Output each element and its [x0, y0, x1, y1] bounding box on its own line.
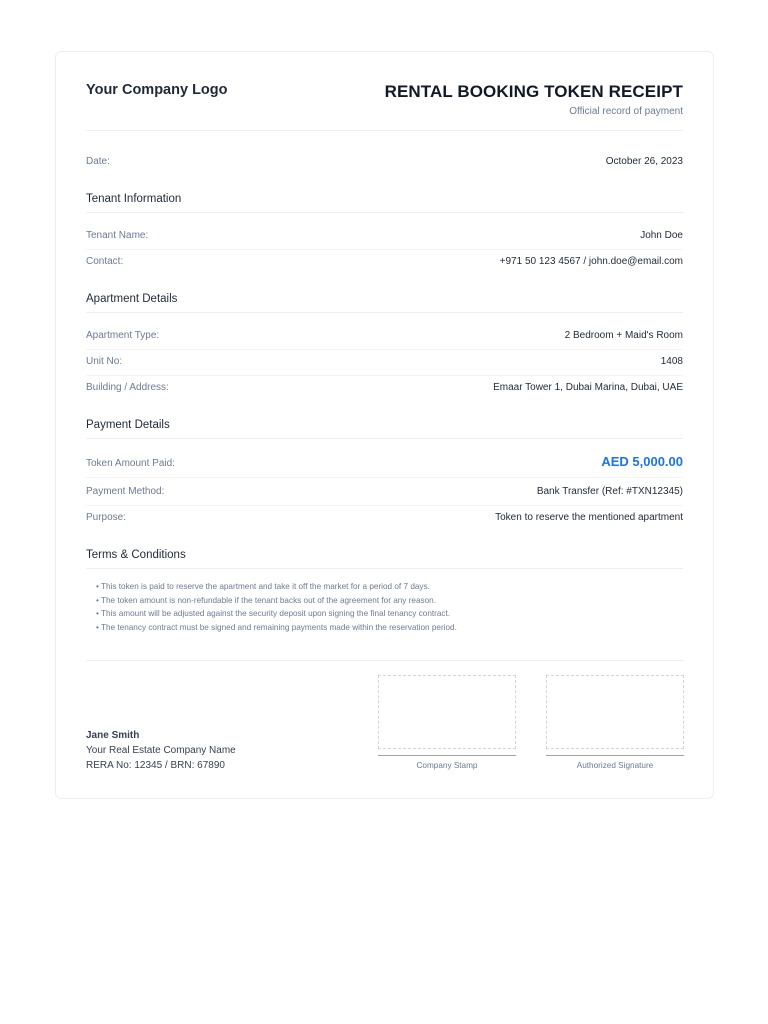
terms-item: • This amount will be adjusted against the security deposit upon signing the final tenancy contract. [96, 609, 451, 619]
date-row [86, 150, 683, 176]
authorized-signature-caption: Authorized Signature [576, 761, 654, 770]
signature-divider [86, 660, 683, 661]
payment-method-label: Payment Method: [86, 486, 165, 497]
tenant-contact-label: Contact: [86, 256, 124, 267]
payment-method-value: Bank Transfer (Ref: #TXN12345) [536, 486, 683, 497]
authorized-signature-line [546, 755, 684, 756]
terms-list [96, 580, 457, 634]
purpose-value: Token to reserve the mentioned apartment [495, 512, 683, 523]
tenant-name-label: Tenant Name: [86, 230, 149, 241]
building-address-row [86, 376, 683, 402]
company-logo: Your Company Logo [86, 82, 228, 98]
date-value: October 26, 2023 [605, 156, 683, 167]
apartment-type-row [86, 324, 683, 350]
tenant-contact-value: +971 50 123 4567 / john.doe@email.com [499, 256, 683, 267]
apartment-type-value: 2 Bedroom + Maid's Room [564, 330, 683, 341]
receipt-card [55, 51, 714, 799]
terms-item: • This token is paid to reserve the apartment and take it off the market for a period of 7 days. [96, 582, 430, 591]
tenant-name-row [86, 224, 683, 250]
terms-section-title: Terms & Conditions [86, 549, 683, 569]
unit-no-value: 1408 [660, 356, 683, 367]
unit-no-row [86, 350, 683, 376]
receipt-title: RENTAL BOOKING TOKEN RECEIPT [384, 82, 683, 101]
apartment-section-title: Apartment Details [86, 293, 683, 313]
authorized-signature-box [546, 675, 684, 749]
token-amount-row [86, 452, 683, 478]
tenant-name-value: John Doe [640, 230, 683, 241]
tenant-contact-row [86, 250, 683, 276]
payment-section-title: Payment Details [86, 419, 683, 439]
unit-no-label: Unit No: [86, 356, 123, 367]
terms-item: • The tenancy contract must be signed and remaining payments made within the reservation period. [96, 622, 457, 632]
agent-name: Jane Smith [86, 730, 140, 741]
agent-info [86, 728, 236, 773]
building-address-label: Building / Address: [86, 382, 169, 393]
token-amount-value: AED 5,000.00 [601, 454, 683, 469]
company-stamp-caption: Company Stamp [416, 761, 478, 770]
tenant-section-title: Tenant Information [86, 193, 683, 213]
token-amount-label: Token Amount Paid: [86, 458, 175, 469]
purpose-row [86, 506, 683, 532]
company-stamp-box [378, 675, 516, 749]
purpose-label: Purpose: [86, 512, 127, 523]
terms-item: • The token amount is non-refundable if the tenant backs out of the agreement for any reason. [96, 595, 436, 605]
receipt-header [86, 80, 683, 131]
payment-method-row [86, 480, 683, 506]
building-address-value: Emaar Tower 1, Dubai Marina, Dubai, UAE [493, 382, 683, 393]
apartment-type-label: Apartment Type: [86, 330, 160, 341]
agent-license: RERA No: 12345 / BRN: 67890 [86, 760, 225, 771]
date-label: Date: [86, 156, 110, 167]
receipt-content [86, 52, 683, 798]
agent-company: Your Real Estate Company Name [86, 745, 236, 756]
receipt-subtitle: Official record of payment [569, 106, 683, 117]
company-stamp-line [378, 755, 516, 756]
